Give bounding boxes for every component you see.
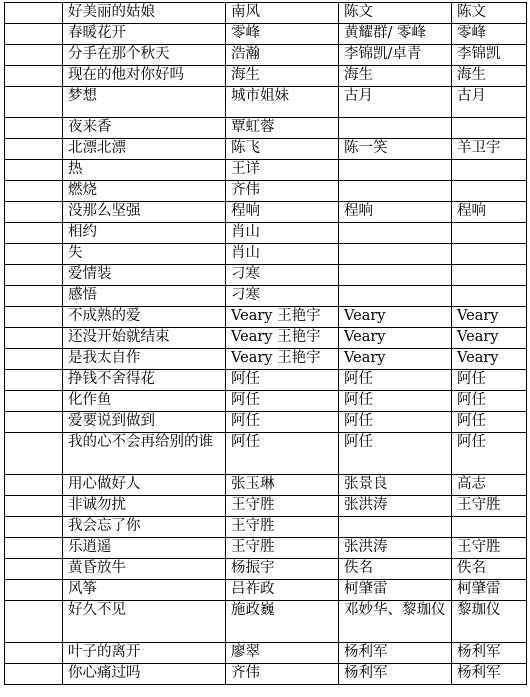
lyricist-cell: 张玉琳 [226, 475, 339, 496]
lyricist-cell: 城市姐妹 [226, 87, 339, 118]
composer-cell: Veary [339, 307, 452, 328]
composer-cell: 柯肇雷 [339, 580, 452, 601]
arranger-cell: 杨利军 [452, 643, 527, 664]
song-title-cell: 我会忘了你 [63, 517, 226, 538]
arranger-cell [452, 181, 527, 202]
song-title-cell: 好美丽的姑娘 [63, 3, 226, 24]
arranger-cell: 柯肇雷 [452, 580, 527, 601]
blank-margin-cell [5, 265, 63, 286]
lyricist-cell: 王守胜 [226, 517, 339, 538]
composer-cell: 海生 [339, 66, 452, 87]
arranger-cell: 零峰 [452, 24, 527, 45]
composer-cell: 程响 [339, 202, 452, 223]
lyricist-cell: 施政巍 [226, 601, 339, 643]
arranger-cell: 阿任 [452, 370, 527, 391]
lyricist-cell: 吕祚政 [226, 580, 339, 601]
song-title-cell: 没那么坚强 [63, 202, 226, 223]
arranger-cell: 佚名 [452, 559, 527, 580]
composer-cell: 佚名 [339, 559, 452, 580]
lyricist-cell: 刁寒 [226, 286, 339, 307]
table-row [5, 181, 527, 202]
table-row [5, 538, 527, 559]
lyricist-cell: 肖山 [226, 223, 339, 244]
lyricist-cell: 阿任 [226, 391, 339, 412]
table-row [5, 517, 527, 538]
composer-cell: 阿任 [339, 433, 452, 475]
composer-cell: 陈文 [339, 3, 452, 24]
table-row [5, 664, 527, 685]
table-row [5, 160, 527, 181]
composer-cell [339, 223, 452, 244]
blank-margin-cell [5, 433, 63, 475]
lyricist-cell: 齐伟 [226, 664, 339, 685]
song-title-cell: 你心痛过吗 [63, 664, 226, 685]
song-title-cell: 我的心不会再给别的谁 [63, 433, 226, 475]
lyricist-cell: 阿任 [226, 412, 339, 433]
blank-margin-cell [5, 3, 63, 24]
composer-cell: 邓妙华、黎珈仪 [339, 601, 452, 643]
composer-cell: 张洪涛 [339, 496, 452, 517]
arranger-cell: 李锦凯 [452, 45, 527, 66]
arranger-cell: Veary [452, 307, 527, 328]
lyricist-cell: 海生 [226, 66, 339, 87]
blank-margin-cell [5, 370, 63, 391]
table-row [5, 118, 527, 139]
composer-cell [339, 160, 452, 181]
arranger-cell: Veary [452, 349, 527, 370]
lyricist-cell: 零峰 [226, 24, 339, 45]
arranger-cell [452, 118, 527, 139]
song-title-cell: 非诚勿扰 [63, 496, 226, 517]
arranger-cell [452, 517, 527, 538]
blank-margin-cell [5, 307, 63, 328]
blank-margin-cell [5, 475, 63, 496]
lyricist-cell: 王详 [226, 160, 339, 181]
blank-margin-cell [5, 66, 63, 87]
song-title-cell: 爱情装 [63, 265, 226, 286]
table-row [5, 412, 527, 433]
lyricist-cell: 廖翠 [226, 643, 339, 664]
lyricist-cell: Veary 王艳宇 [226, 328, 339, 349]
song-title-cell: 不成熟的爱 [63, 307, 226, 328]
table-row [5, 475, 527, 496]
composer-cell: 阿任 [339, 412, 452, 433]
song-title-cell: 风筝 [63, 580, 226, 601]
table-row [5, 370, 527, 391]
blank-margin-cell [5, 223, 63, 244]
table-row [5, 643, 527, 664]
blank-margin-cell [5, 643, 63, 664]
song-title-cell: 黄昏放牛 [63, 559, 226, 580]
arranger-cell [452, 286, 527, 307]
song-title-cell: 感悟 [63, 286, 226, 307]
lyricist-cell: 王守胜 [226, 496, 339, 517]
arranger-cell [452, 160, 527, 181]
song-title-cell: 用心做好人 [63, 475, 226, 496]
composer-cell: Veary [339, 349, 452, 370]
table-row [5, 391, 527, 412]
arranger-cell: 陈文 [452, 3, 527, 24]
blank-margin-cell [5, 349, 63, 370]
song-title-cell: 乐逍遥 [63, 538, 226, 559]
song-credits-table [4, 2, 527, 685]
table-row [5, 3, 527, 24]
blank-margin-cell [5, 160, 63, 181]
blank-margin-cell [5, 664, 63, 685]
blank-margin-cell [5, 24, 63, 45]
arranger-cell: 阿任 [452, 412, 527, 433]
table-row [5, 244, 527, 265]
table-row [5, 496, 527, 517]
table-row [5, 580, 527, 601]
table-row [5, 328, 527, 349]
song-title-cell: 失 [63, 244, 226, 265]
arranger-cell: 阿任 [452, 433, 527, 475]
table-row [5, 433, 527, 475]
table-row [5, 45, 527, 66]
composer-cell [339, 286, 452, 307]
arranger-cell: 王守胜 [452, 496, 527, 517]
arranger-cell [452, 265, 527, 286]
table-row [5, 265, 527, 286]
composer-cell: Veary [339, 328, 452, 349]
song-title-cell: 现在的他对你好吗 [63, 66, 226, 87]
arranger-cell: 程响 [452, 202, 527, 223]
composer-cell: 张景良 [339, 475, 452, 496]
blank-margin-cell [5, 244, 63, 265]
lyricist-cell: Veary 王艳宇 [226, 307, 339, 328]
blank-margin-cell [5, 87, 63, 118]
arranger-cell: 高志 [452, 475, 527, 496]
arranger-cell: 古月 [452, 87, 527, 118]
song-title-cell: 北漂北漂 [63, 139, 226, 160]
blank-margin-cell [5, 601, 63, 643]
lyricist-cell: 陈飞 [226, 139, 339, 160]
table-row [5, 559, 527, 580]
composer-cell: 阿任 [339, 370, 452, 391]
song-title-cell: 好久不见 [63, 601, 226, 643]
composer-cell: 杨利军 [339, 664, 452, 685]
blank-margin-cell [5, 328, 63, 349]
song-title-cell: 热 [63, 160, 226, 181]
blank-margin-cell [5, 538, 63, 559]
song-title-cell: 相约 [63, 223, 226, 244]
lyricist-cell: 阿任 [226, 370, 339, 391]
composer-cell: 阿任 [339, 391, 452, 412]
blank-margin-cell [5, 202, 63, 223]
lyricist-cell: Veary 王艳宇 [226, 349, 339, 370]
lyricist-cell: 肖山 [226, 244, 339, 265]
lyricist-cell: 杨振宇 [226, 559, 339, 580]
blank-margin-cell [5, 181, 63, 202]
table-row [5, 87, 527, 118]
arranger-cell: 海生 [452, 66, 527, 87]
arranger-cell: 阿任 [452, 391, 527, 412]
composer-cell [339, 265, 452, 286]
arranger-cell: Veary [452, 328, 527, 349]
composer-cell [339, 517, 452, 538]
arranger-cell: 羊卫宇 [452, 139, 527, 160]
blank-margin-cell [5, 496, 63, 517]
composer-cell: 张洪涛 [339, 538, 452, 559]
lyricist-cell: 覃虹蓉 [226, 118, 339, 139]
blank-margin-cell [5, 139, 63, 160]
lyricist-cell: 浩瀚 [226, 45, 339, 66]
lyricist-cell: 阿任 [226, 433, 339, 475]
composer-cell: 古月 [339, 87, 452, 118]
table-row [5, 349, 527, 370]
lyricist-cell: 齐伟 [226, 181, 339, 202]
composer-cell: 黄耀群/ 零峰 [339, 24, 452, 45]
song-title-cell: 春暖花开 [63, 24, 226, 45]
arranger-cell: 黎珈仪 [452, 601, 527, 643]
table-row [5, 307, 527, 328]
lyricist-cell: 南风 [226, 3, 339, 24]
table-row [5, 139, 527, 160]
composer-cell: 杨利军 [339, 643, 452, 664]
blank-margin-cell [5, 517, 63, 538]
song-title-cell: 是我太自作 [63, 349, 226, 370]
song-title-cell: 燃烧 [63, 181, 226, 202]
lyricist-cell: 王守胜 [226, 538, 339, 559]
blank-margin-cell [5, 391, 63, 412]
song-title-cell: 挣钱不舍得花 [63, 370, 226, 391]
song-title-cell: 爱要说到做到 [63, 412, 226, 433]
table-row [5, 66, 527, 87]
table-row [5, 223, 527, 244]
song-title-cell: 化作鱼 [63, 391, 226, 412]
composer-cell [339, 181, 452, 202]
blank-margin-cell [5, 286, 63, 307]
song-title-cell: 梦想 [63, 87, 226, 118]
blank-margin-cell [5, 412, 63, 433]
composer-cell: 李锦凯/卓青 [339, 45, 452, 66]
table-row [5, 601, 527, 643]
table-row [5, 24, 527, 45]
song-title-cell: 夜来香 [63, 118, 226, 139]
composer-cell: 陈一笑 [339, 139, 452, 160]
arranger-cell: 杨利军 [452, 664, 527, 685]
arranger-cell [452, 244, 527, 265]
table-row [5, 286, 527, 307]
composer-cell [339, 118, 452, 139]
lyricist-cell: 刁寒 [226, 265, 339, 286]
blank-margin-cell [5, 559, 63, 580]
table-row [5, 202, 527, 223]
blank-margin-cell [5, 118, 63, 139]
song-title-cell: 分手在那个秋天 [63, 45, 226, 66]
composer-cell [339, 244, 452, 265]
blank-margin-cell [5, 45, 63, 66]
song-title-cell: 还没开始就结束 [63, 328, 226, 349]
lyricist-cell: 程响 [226, 202, 339, 223]
song-title-cell: 叶子的离开 [63, 643, 226, 664]
song-rows [5, 3, 527, 685]
blank-margin-cell [5, 580, 63, 601]
arranger-cell: 王守胜 [452, 538, 527, 559]
arranger-cell [452, 223, 527, 244]
